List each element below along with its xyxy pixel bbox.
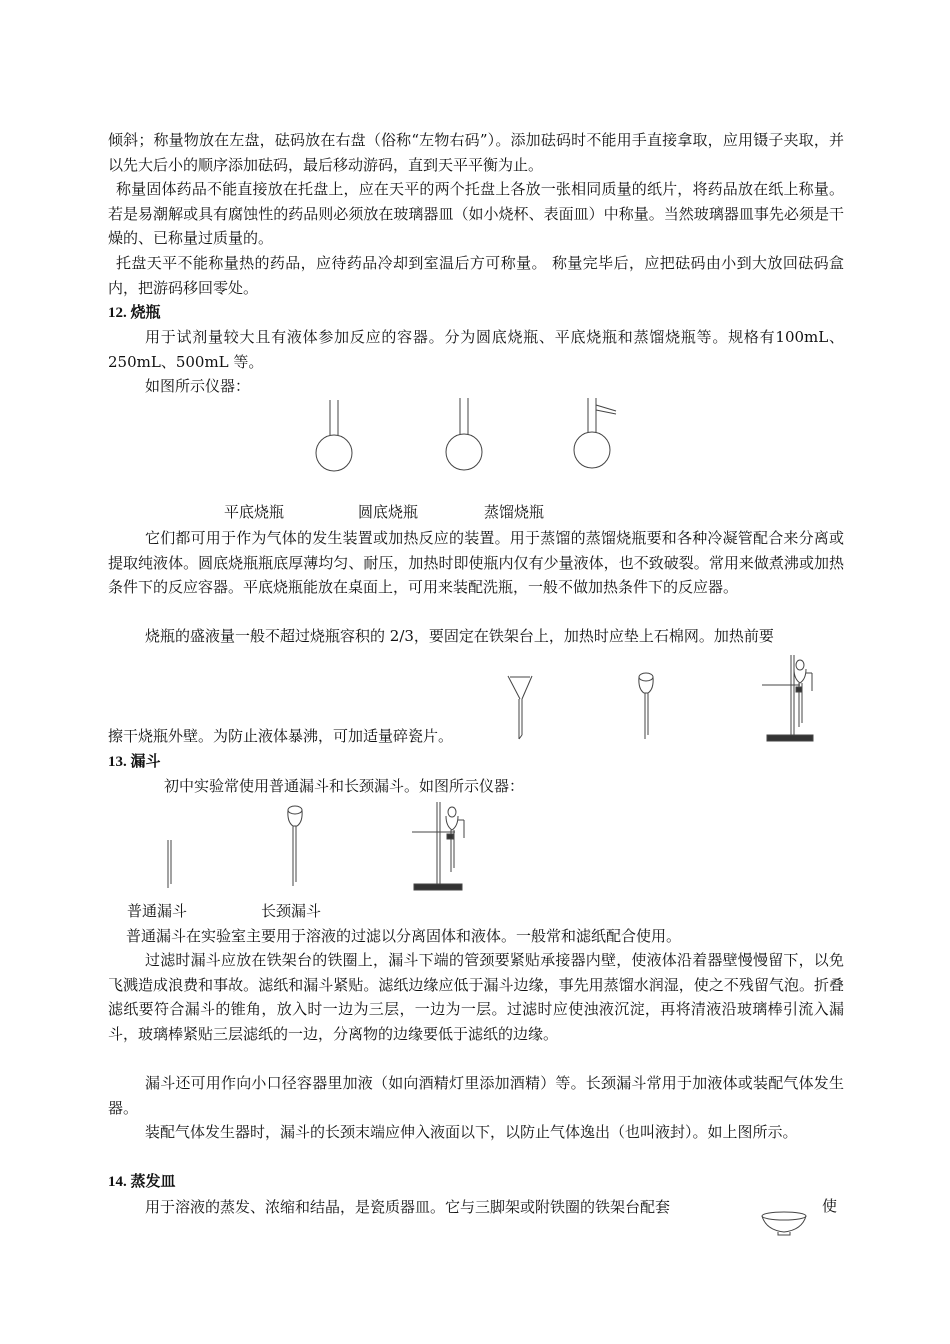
- caption-flat-bottom-flask: 平底烧瓶: [224, 503, 285, 521]
- paragraph-funnel-use: 普通漏斗在实验室主要用于溶液的过滤以分离固体和液体。一般常和滤纸配合使用。: [126, 927, 682, 945]
- distilling-flask-drawing: [574, 398, 616, 468]
- caption-long-neck-funnel: 长颈漏斗: [261, 902, 322, 920]
- paragraph-flask-intro: 用于试剂量较大且有液体参加反应的容器。分为圆底烧瓶、平底烧瓶和蒸馏烧瓶等。规格有100mL、250mL、500mL 等。: [108, 328, 844, 371]
- paragraph-filtration: 过滤时漏斗应放在铁架台的铁圈上，漏斗下端的管颈要紧贴承接器内壁，使液体沿着器壁慢慢留下，以免飞溅造成浪费和事故。滤纸和漏斗紧贴。滤纸边缘应低于漏斗边缘，事先用蒸馏水润湿，使之不残留气泡。折叠滤纸要符合漏斗的锥角，放入时一边为三层，一边为一层。过滤时应使浊液沉淀，再将清液沿玻璃棒引流入漏斗，玻璃棒紧贴三层滤纸的一边，分离物的边缘要低于滤纸的边缘。: [108, 951, 844, 1043]
- funnel-stem-drawing: [168, 840, 171, 888]
- caption-distilling-flask: 蒸馏烧瓶: [484, 503, 545, 521]
- paragraph-evaporating-dish: 用于溶液的蒸发、浓缩和结晶，是瓷质器皿。它与三脚架或附铁圈的铁架台配套: [145, 1198, 671, 1216]
- long-neck-funnel-drawing-2: [288, 806, 302, 886]
- flask-figures: [300, 395, 630, 480]
- paragraph-balance-usage: 倾斜；称量物放在左盘，砝码放在右盘（俗称“左物右码”）。添加砝码时不能用手直接拿取，应用镊子夹取，并以先大后小的顺序添加砝码，最后移动游码，直到天平平衡为止。: [108, 131, 844, 174]
- paragraph-balance-hot: 托盘天平不能称量热的药品，应待药品冷却到室温后方可称量。 称量完毕后，应把砝码由小到大放回砝码盒内，把游码移回零处。: [108, 254, 844, 297]
- paragraph-weighing-solids: 称量固体药品不能直接放在托盘上，应在天平的两个托盘上各放一张相同质量的纸片，将药品放在纸上称量。若是易潮解或具有腐蚀性的药品则必须放在玻璃器皿（如小烧杯、表面皿）中称量。当然玻璃器皿事先必须是干燥的、已称量过质量的。: [108, 180, 844, 247]
- evaporating-dish-drawing: [760, 1208, 810, 1238]
- paragraph-flask-figure-intro: 如图所示仪器：: [145, 377, 251, 395]
- paragraph-flask-dry: 擦干烧瓶外壁。为防止液体暴沸，可加适量碎瓷片。: [108, 727, 454, 745]
- caption-round-bottom-flask: 圆底烧瓶: [358, 503, 419, 521]
- paragraph-flask-uses: 它们都可用于作为气体的发生装置或加热反应的装置。用于蒸馏的蒸馏烧瓶要和各种冷凝管配合来分离或提取纯液体。圆底烧瓶瓶底厚薄均匀、耐压，加热时即使瓶内仅有少量液体，也不致破裂。常用来做煮沸或加热条件下的反应容器。平底烧瓶能放在桌面上，可用来装配洗瓶，一般不做加热条件下的反应器。: [108, 529, 844, 596]
- paragraph-funnel-other-use: 漏斗还可用作向小口径容器里加液（如向酒精灯里添加酒精）等。长颈漏斗常用于加液体或装配气体发生器。: [108, 1074, 844, 1117]
- caption-funnel: 普通漏斗: [127, 902, 188, 920]
- paragraph-funnel-intro: 初中实验常使用普通漏斗和长颈漏斗。如图所示仪器：: [164, 777, 525, 795]
- heading-flask: 12. 烧瓶: [108, 305, 161, 321]
- filtration-stand-drawing: [412, 802, 464, 890]
- paragraph-flask-capacity: 烧瓶的盛液量一般不超过烧瓶容积的 2/3，要固定在铁架台上，加热时应垫上石棉网。加热前要: [145, 627, 774, 645]
- paragraph-gas-generator: 装配气体发生器时，漏斗的长颈末端应伸入液面以下，以防止气体逸出（也叫液封）。如上图所示。: [145, 1123, 798, 1141]
- heading-evaporating-dish: 14. 蒸发皿: [108, 1174, 176, 1190]
- heading-funnel: 13. 漏斗: [108, 754, 161, 770]
- funnel-figures-bottom: [150, 800, 480, 895]
- flat-bottom-flask-drawing: [316, 400, 352, 471]
- round-bottom-flask-drawing: [446, 398, 482, 470]
- paragraph-evaporating-dish-tail: 使: [822, 1197, 838, 1215]
